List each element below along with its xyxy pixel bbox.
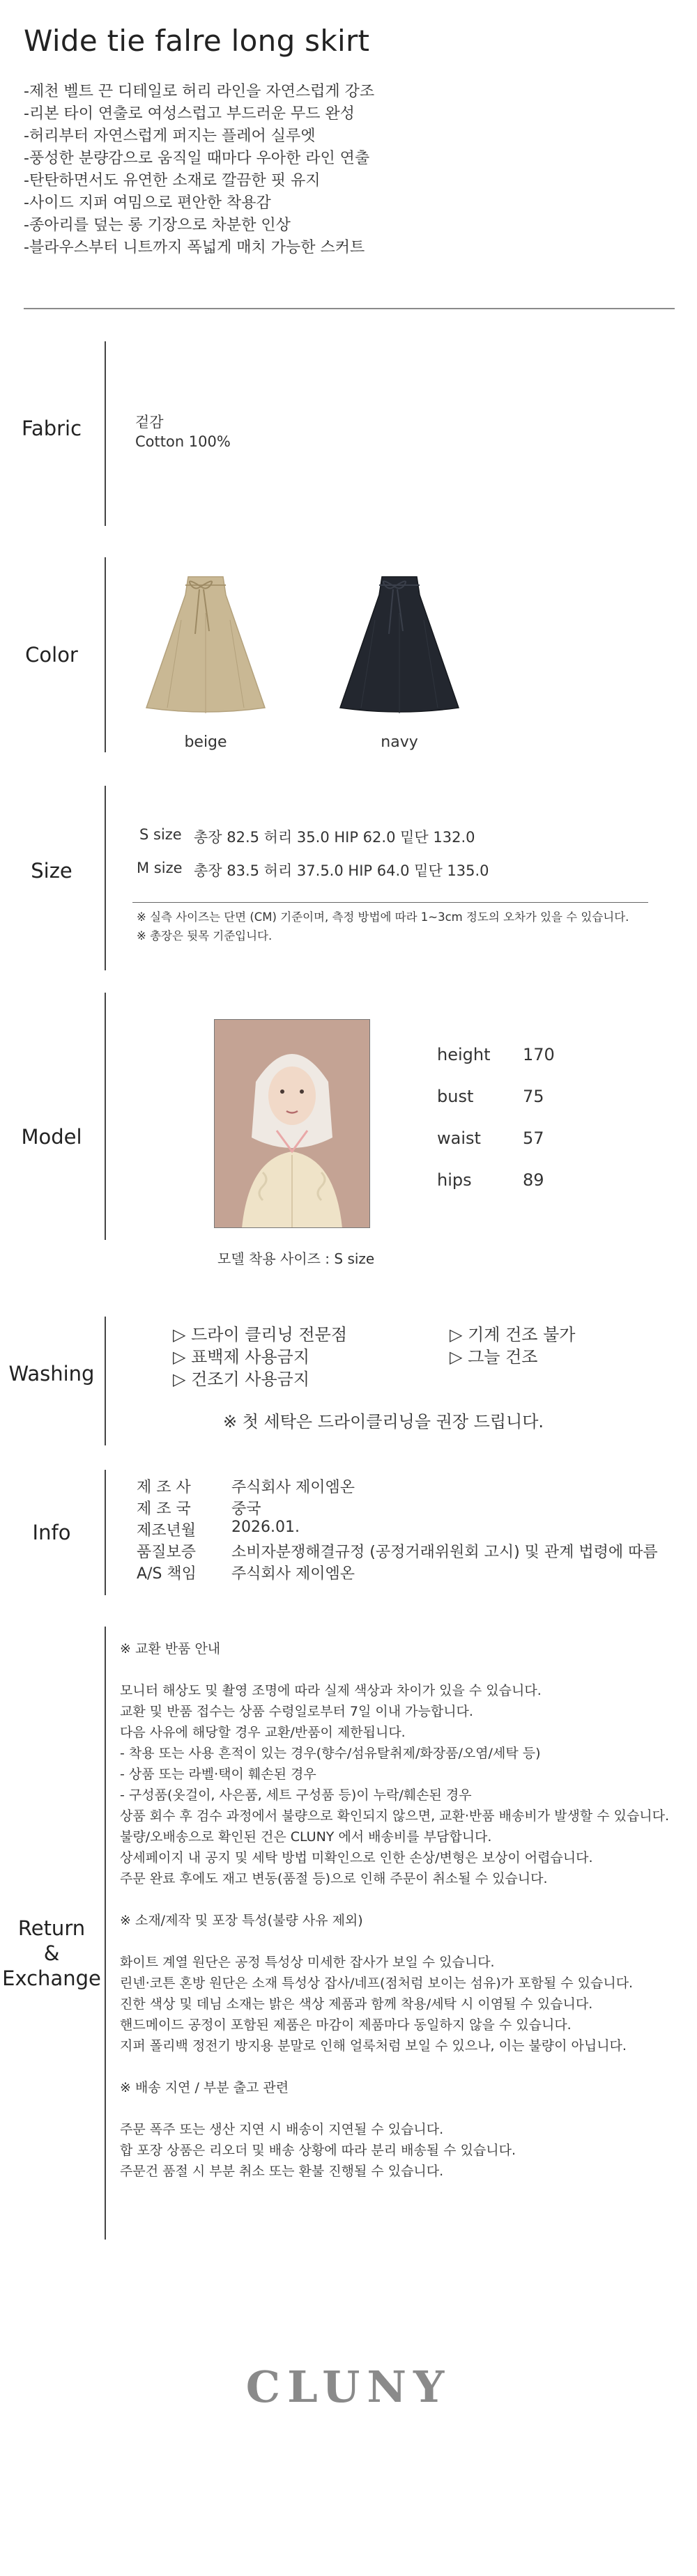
section-divider — [105, 341, 106, 526]
return-policy-line: 진한 색상 및 데님 소재는 밝은 색상 제품과 함께 착용/세탁 시 이염될 수 있습니다. — [120, 1996, 593, 2012]
return-label — [0, 1916, 103, 1991]
info-value: 주식회사 제이엠온 — [231, 1479, 355, 1496]
return-policy-line: 린넨·코튼 혼방 원단은 소재 특성상 잡사/네프(점처럼 보이는 섬유)가 포함될 수 있습니다. — [120, 1976, 634, 1991]
return-policy-line: 불량/오배송으로 확인된 건은 CLUNY 에서 배송비를 부담합니다. — [120, 1829, 492, 1845]
section-divider — [105, 557, 106, 752]
swatch-label-beige: beige — [184, 734, 227, 751]
product-title: Wide tie falre long skirt — [24, 24, 370, 58]
return-policy-line: ※ 배송 지연 / 부분 출고 관련 — [120, 2080, 289, 2095]
return-policy-line: 핸드메이드 공정이 포함된 제품은 마감이 제품마다 동일하지 않을 수 있습니다. — [120, 2017, 572, 2033]
feature-item: -종아리를 덮는 롱 기장으로 차분한 인상 — [24, 217, 291, 234]
return-policy-line: - 상품 또는 라벨·택이 훼손된 경우 — [120, 1767, 316, 1782]
size-spec: 총장 82.5 허리 35.0 HIP 62.0 밑단 132.0 — [194, 829, 475, 846]
section-divider — [105, 786, 106, 970]
fabric-composition: Cotton 100% — [135, 433, 231, 450]
model-label: Model — [21, 1125, 82, 1149]
return-policy-line: 상품 회수 후 검수 과정에서 불량으로 확인되지 않으면, 교환·반품 배송비가 발생할 수 있습니다. — [120, 1808, 670, 1824]
return-label-line: Exchange — [2, 1966, 101, 1990]
size-label: Size — [31, 859, 72, 883]
swatch-label-navy: navy — [381, 734, 418, 751]
model-stat-key: bust — [437, 1087, 474, 1106]
info-key: 품질보증 — [137, 1544, 197, 1561]
return-policy-line — [120, 1659, 669, 1680]
feature-list — [24, 81, 374, 259]
return-label-line: Return — [17, 1916, 86, 1940]
model-stat-key: height — [437, 1045, 491, 1064]
feature-item: -제천 벨트 끈 디테일로 허리 라인을 자연스럽게 강조 — [24, 83, 375, 100]
return-policy-line: 교환 및 반품 접수는 상품 수령일로부터 7일 이내 가능합니다. — [120, 1704, 473, 1719]
washing-instruction: ▷ 기계 건조 불가 — [450, 1325, 576, 1344]
section-divider — [105, 1627, 106, 2240]
washing-instruction: ▷ 표백제 사용금지 — [173, 1347, 310, 1367]
return-policy-line: 다음 사유에 해당할 경우 교환/반품이 제한됩니다. — [120, 1725, 406, 1740]
return-policy-line: 상세페이지 내 공지 및 세탁 방법 미확인으로 인한 손상/변형은 보상이 어렵습니다. — [120, 1850, 593, 1865]
size-divider — [132, 902, 648, 903]
fabric-layer: 겉감 — [135, 414, 164, 430]
washing-label: Washing — [8, 1362, 95, 1386]
washing-note: ※ 첫 세탁은 드라이클리닝을 권장 드립니다. — [223, 1412, 544, 1431]
return-policy-line: ※ 교환 반품 안내 — [120, 1641, 221, 1656]
model-stat-value: 75 — [523, 1087, 544, 1106]
washing-instruction: ▷ 건조기 사용금지 — [173, 1370, 310, 1389]
return-policy-line — [120, 1889, 669, 1910]
fabric-label: Fabric — [21, 417, 82, 440]
model-stat-value: 57 — [523, 1128, 544, 1148]
brand-logo: CLUNY — [245, 2361, 452, 2412]
section-divider — [105, 993, 106, 1240]
feature-item: -블라우스부터 니트까지 폭넓게 매치 가능한 스커트 — [24, 239, 365, 256]
return-policy-line: 주문 완료 후에도 재고 변동(품절 등)으로 인해 주문이 취소될 수 있습니다. — [120, 1871, 548, 1886]
skirt-navy-image — [333, 571, 466, 717]
info-label: Info — [32, 1521, 71, 1544]
size-spec: 총장 83.5 허리 37.5.0 HIP 64.0 밑단 135.0 — [194, 862, 489, 879]
info-key: 제조년월 — [137, 1522, 197, 1539]
return-policy-line: 합 포장 상품은 리오더 및 배송 상황에 따라 분리 배송될 수 있습니다. — [120, 2143, 516, 2158]
washing-instruction: ▷ 드라이 클리닝 전문점 — [173, 1325, 347, 1344]
size-note: ※ 실측 사이즈는 단면 (CM) 기준이며, 측정 방법에 따라 1~3cm 정도의 오차가 있을 수 있습니다. — [137, 910, 629, 924]
size-name: S size — [139, 826, 182, 843]
return-label-line: & — [43, 1941, 60, 1965]
info-value: 중국 — [231, 1500, 261, 1518]
return-policy-line — [120, 1931, 669, 1952]
info-key: 제 조 사 — [137, 1479, 191, 1496]
return-policy-text — [120, 1638, 669, 2182]
feature-item: -탄탄하면서도 유연한 소재로 깔끔한 핏 유지 — [24, 172, 321, 189]
model-stat-value: 170 — [523, 1045, 555, 1064]
info-key: 제 조 국 — [137, 1500, 191, 1518]
model-stat-key: hips — [437, 1170, 472, 1190]
model-size-caption: 모델 착용 사이즈 : S size — [217, 1250, 375, 1267]
feature-item: -허리부터 자연스럽게 퍼지는 플레어 실루엣 — [24, 127, 316, 145]
info-value: 2026.01. — [231, 1519, 300, 1536]
skirt-beige-image — [139, 571, 272, 717]
return-policy-line: 주문 폭주 또는 생산 지연 시 배송이 지연될 수 있습니다. — [120, 2122, 444, 2137]
return-policy-line: 화이트 계열 원단은 공정 특성상 미세한 잡사가 보일 수 있습니다. — [120, 1955, 495, 1970]
return-policy-line: - 구성품(옷걸이, 사은품, 세트 구성품 등)이 누락/훼손된 경우 — [120, 1787, 472, 1803]
color-label: Color — [25, 643, 78, 667]
info-value: 주식회사 제이엠온 — [231, 1565, 355, 1583]
divider — [24, 308, 675, 309]
model-stat-value: 89 — [523, 1170, 544, 1190]
section-divider — [105, 1317, 106, 1445]
washing-instruction: ▷ 그늘 건조 — [450, 1347, 538, 1367]
size-note: ※ 총장은 뒷목 기준입니다. — [137, 929, 273, 942]
section-divider — [105, 1470, 106, 1595]
return-policy-line: 모니터 해상도 및 촬영 조명에 따라 실제 색상과 차이가 있을 수 있습니다. — [120, 1683, 542, 1698]
return-policy-line: 지퍼 폴리백 정전기 방지용 분말로 인해 얼룩처럼 보일 수 있으나, 이는 불량이 아닙니다. — [120, 2038, 627, 2054]
model-stat-key: waist — [437, 1128, 481, 1148]
return-policy-line: - 착용 또는 사용 흔적이 있는 경우(향수/섬유탈취제/화장품/오염/세탁 등) — [120, 1746, 541, 1761]
feature-item: -리본 타이 연출로 여성스럽고 부드러운 무드 완성 — [24, 105, 355, 123]
feature-item: -풍성한 분량감으로 움직일 때마다 우아한 라인 연출 — [24, 150, 370, 167]
return-policy-line: 주문건 품절 시 부분 취소 또는 환불 진행될 수 있습니다. — [120, 2164, 444, 2179]
model-photo-frame — [214, 1019, 370, 1228]
info-value: 소비자분쟁해결규정 (공정거래위원회 고시) 및 관계 법령에 따름 — [231, 1544, 658, 1561]
return-policy-line: ※ 소재/제작 및 포장 특성(불량 사유 제외) — [120, 1913, 363, 1928]
size-name: M size — [137, 860, 183, 876]
return-policy-line — [120, 2098, 669, 2119]
return-policy-line — [120, 2056, 669, 2077]
info-key: A/S 책임 — [137, 1565, 197, 1583]
feature-item: -사이드 지퍼 여밈으로 편안한 착용감 — [24, 194, 271, 212]
